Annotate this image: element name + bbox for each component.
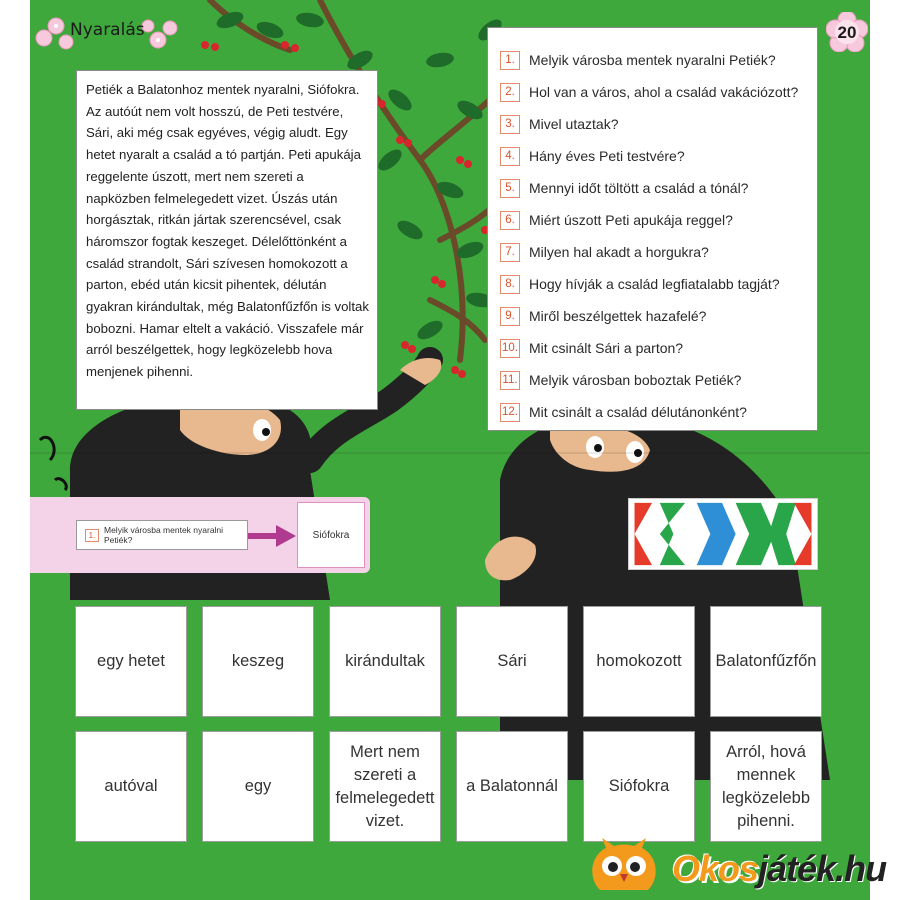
- question-text: Hány éves Peti testvére?: [529, 148, 685, 164]
- questions-box: [487, 27, 818, 431]
- question-item: [500, 172, 807, 204]
- question-item: [500, 300, 807, 332]
- page-fold: [30, 452, 870, 454]
- question-number: 5.: [500, 179, 520, 198]
- question-text: Milyen hal akadt a horgukra?: [529, 244, 709, 260]
- logo-part-hu: .hu: [835, 848, 887, 889]
- page-title: Nyaralás: [70, 20, 145, 40]
- answer-tile[interactable]: a Balatonnál: [456, 731, 568, 842]
- answer-tile[interactable]: egy hetet: [75, 606, 187, 717]
- answer-tile[interactable]: Siófokra: [583, 731, 695, 842]
- example-answer: Siófokra: [297, 502, 365, 568]
- question-number: 9.: [500, 307, 520, 326]
- answer-tile[interactable]: keszeg: [202, 606, 314, 717]
- question-text: Mit csinált Sári a parton?: [529, 340, 684, 356]
- answer-tile[interactable]: homokozott: [583, 606, 695, 717]
- question-text: Mennyi időt töltött a család a tónál?: [529, 180, 749, 196]
- story-text: Petiék a Balatonhoz mentek nyaralni, Siófokra. Az autóút nem volt hosszú, de Peti testvére, Sári, aki még csak egyéves, végig aludt. Egy hetet nyaralt a család a tó partján. Peti apukája reggelente úszott, mert nem szereti a napközben felmelegedett vizet. Úszás után horgásztak, ritkán jártak szerencsével, csak háromszor fogtak keszeget. Délelőttönként a család strandolt, Sári szívesen homokozott a parton, ebéd után kicsit pihentek, délután gyakran kirándultak, még Balatonfűzfőn is voltak bobozni. Hamar eltelt a vakáció. Visszafele már arról beszélgettek, hogy legközelebb hova menjenek pihenni.: [86, 82, 369, 380]
- logo-part-jatek: játék: [758, 848, 836, 889]
- story-box: [76, 70, 378, 410]
- question-number: 12.: [500, 403, 520, 422]
- question-number: 11.: [500, 371, 520, 390]
- question-list: [500, 44, 807, 428]
- question-item: [500, 396, 807, 428]
- question-number: 8.: [500, 275, 520, 294]
- pattern-key-icon: [628, 498, 818, 570]
- question-number: 7.: [500, 243, 520, 262]
- question-text: Melyik városban boboztak Petiék?: [529, 372, 742, 388]
- question-item: [500, 108, 807, 140]
- answer-tile[interactable]: Sári: [456, 606, 568, 717]
- example-question-number: 1.: [85, 529, 99, 542]
- question-item: [500, 140, 807, 172]
- question-text: Mit csinált a család délutánonként?: [529, 404, 747, 420]
- question-number: 1.: [500, 51, 520, 70]
- question-number: 3.: [500, 115, 520, 134]
- answer-tile[interactable]: Arról, hová mennek legközelebb pihenni.: [710, 731, 822, 842]
- question-text: Melyik városba mentek nyaralni Petiék?: [529, 52, 776, 68]
- answer-tile[interactable]: egy: [202, 731, 314, 842]
- example-question-text: Melyik városba mentek nyaralni Petiék?: [104, 525, 224, 545]
- example-question: [76, 520, 248, 550]
- question-number: 4.: [500, 147, 520, 166]
- question-item: [500, 204, 807, 236]
- answer-tiles-grid: [75, 606, 820, 842]
- question-text: Miről beszélgettek hazafelé?: [529, 308, 707, 324]
- question-text: Hogy hívják a család legfiatalabb tagját?: [529, 276, 780, 292]
- question-number: 6.: [500, 211, 520, 230]
- arrow-right-icon: [248, 525, 296, 547]
- answer-tile[interactable]: kirándultak: [329, 606, 441, 717]
- question-item: [500, 268, 807, 300]
- question-item: [500, 364, 807, 396]
- question-item: [500, 44, 807, 76]
- question-item: [500, 76, 807, 108]
- answer-tile[interactable]: autóval: [75, 731, 187, 842]
- question-text: Hol van a város, ahol a család vakációzott?: [529, 84, 799, 100]
- question-number: 10.: [500, 339, 520, 358]
- question-text: Mivel utaztak?: [529, 116, 619, 132]
- answer-tile[interactable]: Mert nem szereti a felmelegedett vizet.: [329, 731, 441, 842]
- question-item: [500, 332, 807, 364]
- page-number: 20: [837, 23, 857, 42]
- okosjatek-logo-text: [672, 848, 886, 890]
- logo-part-okos: Okos: [672, 848, 759, 889]
- question-number: 2.: [500, 83, 520, 102]
- question-text: Miért úszott Peti apukája reggel?: [529, 212, 733, 228]
- answer-tile[interactable]: Balatonfűzfőn: [710, 606, 822, 717]
- question-item: [500, 236, 807, 268]
